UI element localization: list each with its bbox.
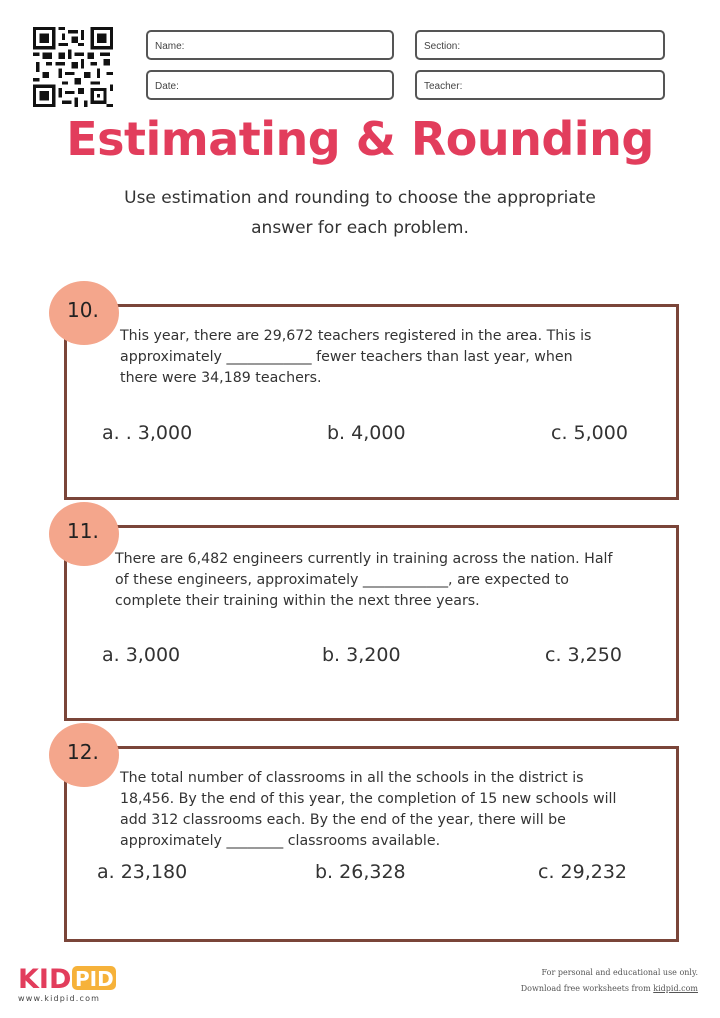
- footer-download-note: [521, 984, 698, 993]
- problem-text-line: add 312 classrooms each. By the end of the year, there will be: [120, 812, 566, 828]
- problem-text: [120, 768, 660, 852]
- answer-option-b[interactable]: b. 3,200: [322, 644, 401, 666]
- page-title: Estimating & Rounding: [66, 112, 654, 166]
- date-field[interactable]: [146, 70, 394, 100]
- name-field[interactable]: [146, 30, 394, 60]
- problem-text-line: approximately ________ classrooms available.: [120, 833, 441, 849]
- instructions-line-2: answer for each problem.: [251, 218, 469, 238]
- problem-text-line: The total number of classrooms in all the schools in the district is: [120, 770, 584, 786]
- problem-number-badge: 11.: [49, 502, 119, 566]
- footer-usage-note: For personal and educational use only.: [541, 968, 698, 977]
- kidpid-logo: [18, 962, 118, 992]
- answer-option-c[interactable]: c. 3,250: [545, 644, 622, 666]
- problem-number-badge: 12.: [49, 723, 119, 787]
- name-label: Name:: [155, 41, 185, 52]
- answer-option-a[interactable]: a. 3,000: [102, 644, 181, 666]
- answer-option-a[interactable]: a. . 3,000: [102, 422, 193, 444]
- answer-option-b[interactable]: b. 26,328: [315, 861, 406, 883]
- answer-option-c[interactable]: c. 29,232: [538, 861, 628, 883]
- svg-text:KID: KID: [18, 964, 72, 992]
- problem-text-line: There are 6,482 engineers currently in training across the nation. Half: [115, 551, 613, 567]
- problem-text-line: approximately ____________ fewer teachers than last year, when: [120, 349, 573, 365]
- answer-option-b[interactable]: b. 4,000: [327, 422, 406, 444]
- qr-code: [33, 27, 113, 107]
- date-label: Date:: [155, 81, 179, 92]
- instructions-line-1: Use estimation and rounding to choose the appropriate: [124, 188, 596, 208]
- footer-link[interactable]: kidpid.com: [653, 984, 698, 993]
- problem-text-line: 18,456. By the end of this year, the completion of 15 new schools will: [120, 791, 617, 807]
- footer-download-text: Download free worksheets from: [520, 984, 654, 993]
- brand-url: www.kidpid.com: [18, 994, 101, 1003]
- section-label: Section:: [424, 41, 461, 52]
- problem-number-badge: 10.: [49, 281, 119, 345]
- section-field[interactable]: [415, 30, 665, 60]
- problem-text-line: complete their training within the next three years.: [115, 593, 480, 609]
- problem-text: [120, 326, 660, 389]
- problem-text: [115, 549, 660, 612]
- instructions: [80, 183, 640, 243]
- teacher-field[interactable]: [415, 70, 665, 100]
- answer-option-a[interactable]: a. 23,180: [97, 861, 188, 883]
- problem-text-line: This year, there are 29,672 teachers registered in the area. This is: [120, 328, 592, 344]
- answer-option-c[interactable]: c. 5,000: [551, 422, 628, 444]
- problem-text-line: there were 34,189 teachers.: [120, 370, 322, 386]
- teacher-label: Teacher:: [424, 81, 463, 92]
- svg-text:PID: PID: [75, 967, 114, 991]
- problem-text-line: of these engineers, approximately ____________, are expected to: [115, 572, 569, 588]
